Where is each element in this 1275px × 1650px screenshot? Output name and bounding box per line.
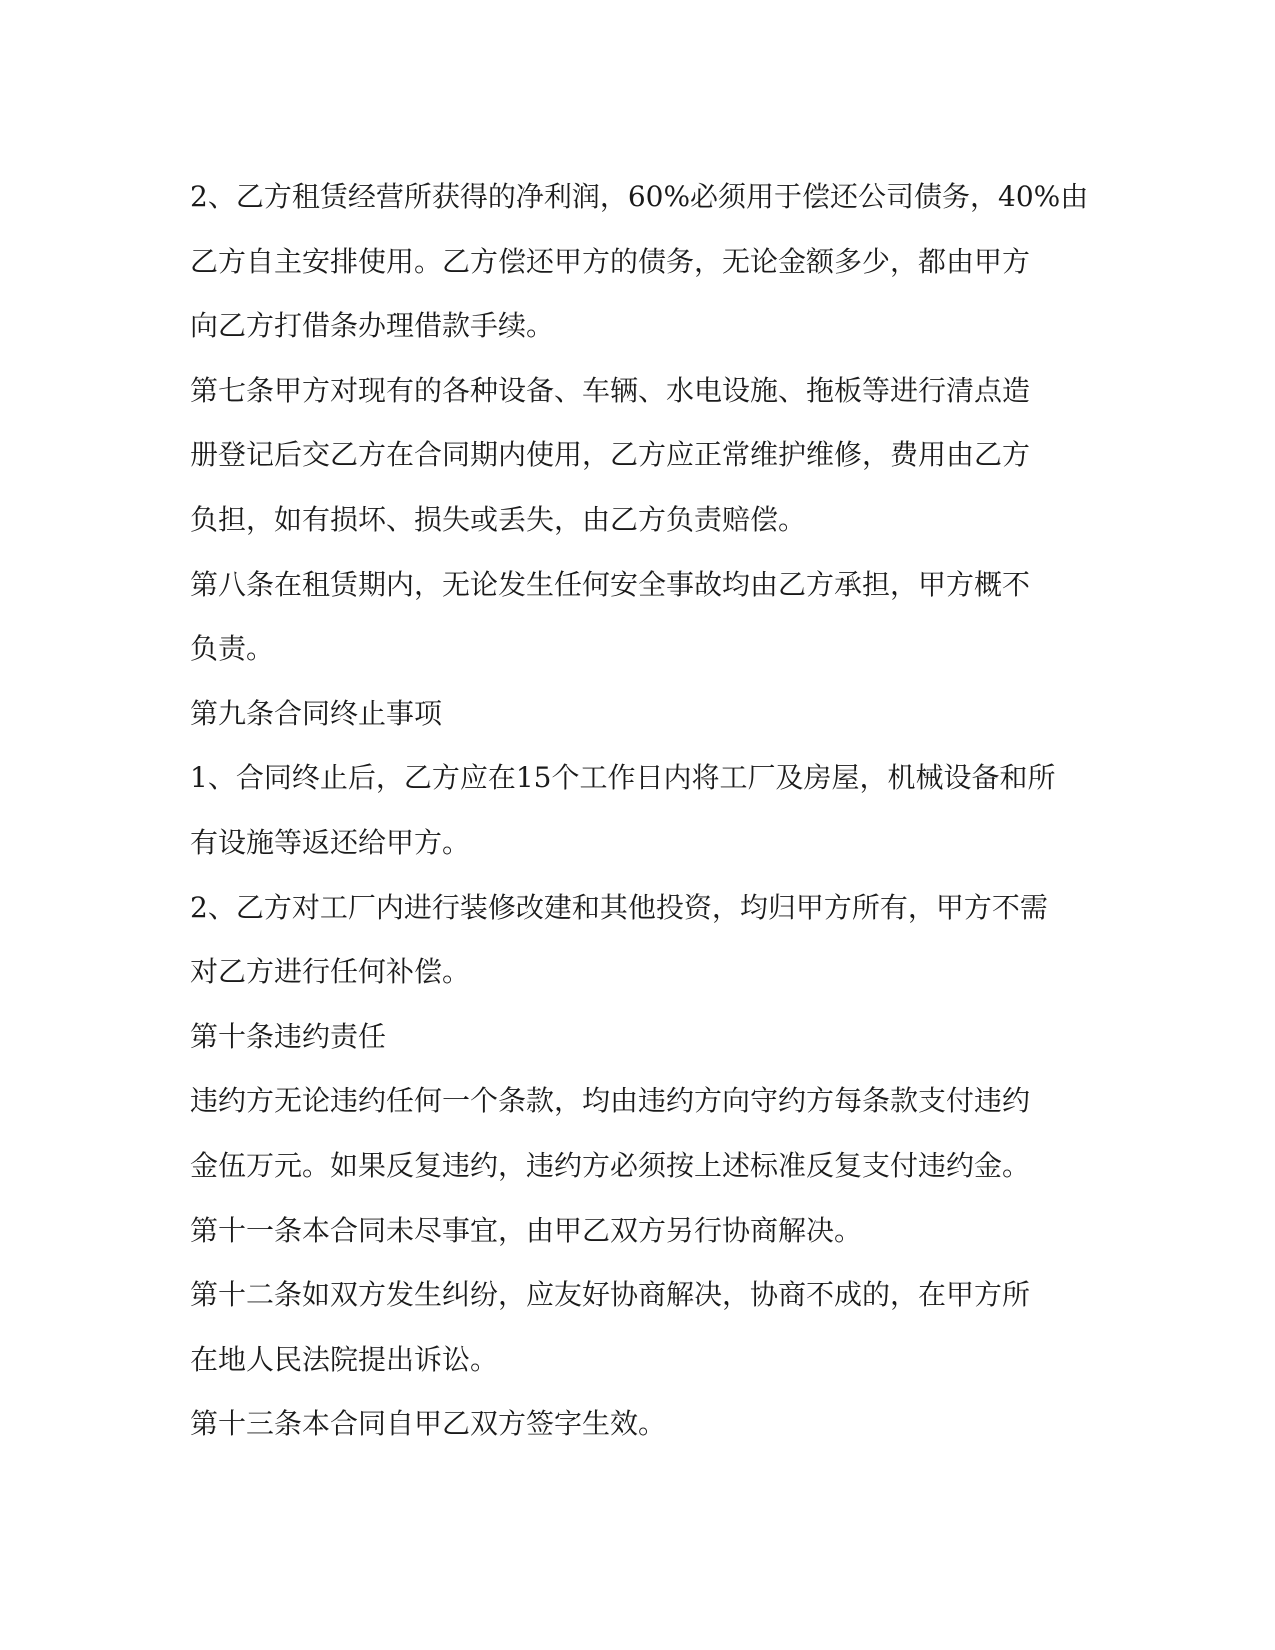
section-heading: 第九条合同终止事项	[190, 696, 443, 730]
text-line: 第十二条如双方发生纠纷，应友好协商解决，协商不成的，在甲方所	[190, 1278, 1031, 1312]
text-line: 册登记后交乙方在合同期内使用，乙方应正常维护维修，费用由乙方	[190, 438, 1031, 472]
text-line: 1、合同终止后，乙方应在15个工作日内将工厂及房屋，机械设备和所	[190, 761, 1056, 795]
text-line: 第十一条本合同未尽事宜，由甲乙双方另行协商解决。	[190, 1213, 863, 1247]
text-line: 2、乙方租赁经营所获得的净利润，60%必须用于偿还公司债务，40%由	[190, 180, 1089, 213]
text-line: 第八条在租赁期内，无论发生任何安全事故均由乙方承担，甲方概不	[190, 567, 1031, 601]
section-heading: 第十条违约责任	[190, 1019, 387, 1053]
text-line: 第七条甲方对现有的各种设备、车辆、水电设施、拖板等进行清点造	[190, 373, 1031, 407]
text-line: 2、乙方对工厂内进行装修改建和其他投资，均归甲方所有，甲方不需	[190, 890, 1048, 924]
text-line: 违约方无论违约任何一个条款，均由违约方向守约方每条款支付违约	[190, 1084, 1031, 1118]
text-line: 有设施等返还给甲方。	[190, 825, 471, 859]
text-line: 向乙方打借条办理借款手续。	[190, 309, 555, 343]
text-line: 负责。	[190, 632, 275, 666]
text-line: 负担，如有损坏、损失或丢失，由乙方负责赔偿。	[190, 502, 807, 536]
text-line: 在地人民法院提出诉讼。	[190, 1342, 499, 1376]
text-line: 对乙方进行任何补偿。	[190, 955, 471, 989]
document-body	[190, 165, 1090, 1457]
text-line: 金伍万元。如果反复违约，违约方必须按上述标准反复支付违约金。	[190, 1148, 1031, 1182]
text-line: 乙方自主安排使用。乙方偿还甲方的债务，无论金额多少，都由甲方	[190, 244, 1031, 278]
text-line: 第十三条本合同自甲乙双方签字生效。	[190, 1407, 667, 1441]
